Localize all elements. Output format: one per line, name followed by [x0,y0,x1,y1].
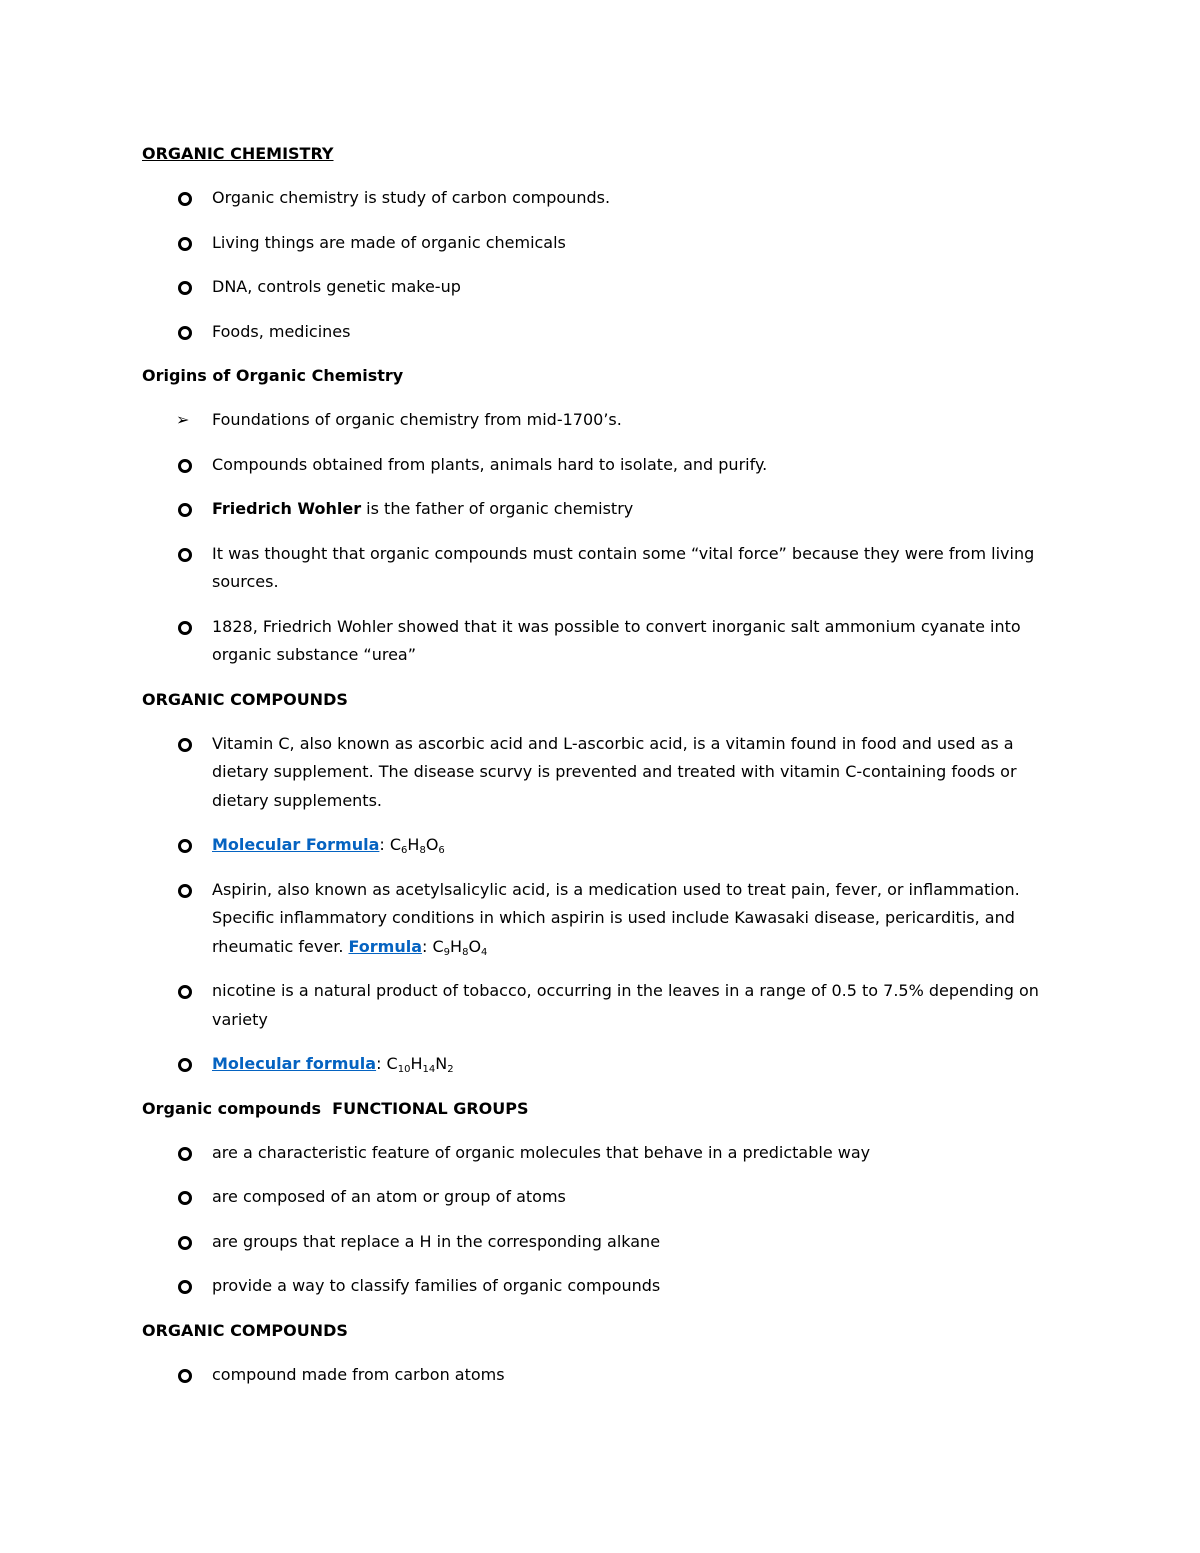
list-item [142,540,1072,597]
circle-bullet-icon [178,1147,192,1161]
list-item [142,1183,1072,1212]
list-item [142,184,1072,213]
list-item [142,1361,1072,1390]
list-item [142,977,1072,1034]
list-item-text: Organic chemistry is study of carbon compounds. [212,188,611,207]
circle-bullet-icon [178,621,192,635]
section-title-organic-compounds-2: ORGANIC COMPOUNDS [142,1320,348,1340]
circle-bullet-icon [178,1236,192,1250]
formula-aspirin [432,937,487,956]
list-item [142,229,1072,258]
circle-bullet-icon [178,1369,192,1383]
molecular-formula-link[interactable]: Molecular Formula [212,835,380,854]
formula-subscript: 14 [422,1064,436,1075]
formula-separator: : [422,936,433,956]
circle-bullet-icon [178,326,192,340]
list-item [142,876,1072,962]
list-item-text: It was thought that organic compounds must contain some “vital force” because they were from living sources. [212,543,1035,591]
list-item [142,1139,1072,1168]
circle-bullet-icon [178,738,192,752]
list-item [142,1272,1072,1301]
list-item-text: compound made from carbon atoms [212,1364,505,1384]
formula-subscript: 4 [481,946,488,958]
formula-separator: : [379,835,390,854]
formula-element: C [386,1054,398,1073]
section-title-organic-chemistry: ORGANIC CHEMISTRY [142,144,334,163]
list-item [142,831,1072,860]
circle-bullet-icon [178,503,192,517]
list-item-text: Foundations of organic chemistry from mid-1700’s. [212,410,622,429]
formula-subscript: 8 [462,946,469,958]
person-name: Friedrich Wohler [212,499,362,518]
formula-element: C [432,936,444,956]
formula-subscript: 10 [397,1064,411,1075]
circle-bullet-icon [178,1280,192,1294]
list-item-text: provide a way to classify families of organic compounds [212,1276,661,1295]
circle-bullet-icon [178,237,192,251]
list-item-text: Aspirin, also known as acetylsalicylic acid, is a medication used to treat pain, fever, or inflammation. Specific inflammatory conditions in which aspirin is used include Kawasaki disease, pericarditis, and rheumatic fever. [212,879,1020,956]
formula-link[interactable]: Formula [348,936,422,956]
document-page [142,140,1072,1405]
formula-element: O [468,936,482,956]
list-item [142,318,1072,347]
molecular-formula-link[interactable]: Molecular formula [212,1054,377,1073]
circle-bullet-icon [178,459,192,473]
list-item [142,730,1072,816]
circle-bullet-icon [178,1191,192,1205]
list-item-text: Living things are made of organic chemicals [212,232,566,252]
formula-nicotine [387,1054,454,1073]
list-item-text: are groups that replace a H in the corresponding alkane [212,1231,661,1251]
list-item-text: Compounds obtained from plants, animals hard to isolate, and purify. [212,454,768,474]
circle-bullet-icon [178,839,192,853]
list-item-text: Foods, medicines [212,321,351,341]
formula-separator: : [376,1054,387,1073]
list-item [142,1050,1072,1079]
list-item [142,273,1072,302]
list-item-text: 1828, Friedrich Wohler showed that it was possible to convert inorganic salt ammonium cyanate into organic substance “urea” [212,616,1021,664]
list-item [142,495,1072,524]
formula-element: H [450,936,463,956]
formula-element: C [389,835,402,854]
list-item-text: DNA, controls genetic make-up [212,277,461,296]
arrow-bullet-icon: ➢ [176,410,190,429]
circle-bullet-icon [178,1058,192,1072]
list-item-text: Vitamin C, also known as ascorbic acid and L-ascorbic acid, is a vitamin found in food and used as a dietary supplement. The disease scurvy is prevented and treated with vitamin C-containing foods or dietary supplements. [212,733,1017,810]
list-item-text: nicotine is a natural product of tobacco, occurring in the leaves in a range of 0.5 to 7.5% depending on variety [212,981,1039,1029]
section-title-functional-groups: Organic compounds FUNCTIONAL GROUPS [142,1098,529,1118]
list-item [142,613,1072,670]
formula-vitamin-c [390,835,445,854]
formula-element: H [410,1054,423,1073]
section-title-origins: Origins of Organic Chemistry [142,366,404,385]
formula-element: H [407,835,420,854]
list-item-text: are composed of an atom or group of atoms [212,1187,566,1206]
formula-subscript: 6 [401,845,408,856]
circle-bullet-icon [178,281,192,295]
list-item-text: are a characteristic feature of organic molecules that behave in a predictable way [212,1142,871,1162]
formula-element: N [435,1054,448,1073]
formula-element: O [425,835,439,854]
circle-bullet-icon [178,548,192,562]
formula-subscript: 8 [419,845,426,856]
circle-bullet-icon [178,884,192,898]
formula-subscript: 9 [443,946,451,958]
formula-subscript: 2 [447,1064,454,1075]
formula-subscript: 6 [438,845,445,856]
circle-bullet-icon [178,985,192,999]
list-item [142,1228,1072,1257]
list-item [142,406,1072,435]
section-title-organic-compounds: ORGANIC COMPOUNDS [142,689,348,709]
list-item [142,451,1072,480]
list-item-text: is the father of organic chemistry [361,499,634,518]
circle-bullet-icon [178,192,192,206]
